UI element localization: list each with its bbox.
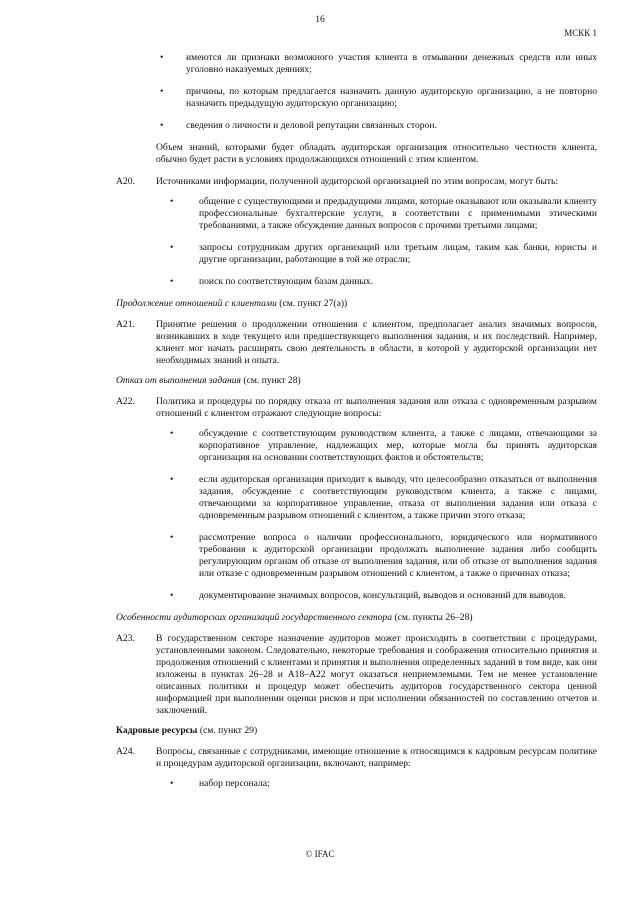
paragraph-body [156,176,597,288]
section-heading [116,375,597,387]
paragraph-body [156,396,597,602]
bullet-item [156,428,597,464]
bullet-text: если аудиторская организация приходит к выводу, что целесообразно отказаться от выполнения задания, обсуждение с соответствующим руководством клиента, а также с лицами, отвечающими за корпоративное управление, отказа от выполнения задания или отказа с одновременным разрывом отношений с клиентом, а также причин этого отказа; [199,474,597,521]
section-title: Особенности аудиторских организаций государственного сектора [116,612,393,623]
standard-code: МСКК 1 [564,28,597,38]
paragraph-number: A23. [116,633,135,644]
bullet-mark: • [170,778,174,789]
bullet-item [156,276,597,288]
section-title: Кадровые ресурсы [116,725,198,736]
page-number: 16 [315,15,325,25]
bullet-text: поиск по соответствующим базам данных. [199,276,373,287]
section-ref: (см. пункт 29) [199,725,258,736]
bullet-text: сведения о личности и деловой репутации связанных сторон. [186,120,437,131]
paragraph-a21 [116,319,597,367]
paragraph-number: A22. [116,396,135,407]
bullet-mark: • [160,52,164,63]
bullet-mark: • [170,474,174,485]
paragraph-a24 [116,746,597,790]
bullet-item [156,242,597,266]
bullet-text: имеются ли признаки возможного участия клиента в отмывании денежных средств или иных уголовно наказуемых деяниях; [186,52,597,75]
bullet-text: причины, по которым предлагается назначить данную аудиторскую организацию, а не повторно назначить предыдущую аудиторскую организацию; [186,86,597,109]
bullet-mark: • [160,86,164,97]
bullet-mark: • [170,532,174,543]
section-title: Продолжение отношений с клиентами [116,298,277,309]
bullet-mark: • [170,242,174,253]
bullet-item [156,590,597,602]
section-ref: (см. пункты 26–28) [394,612,473,623]
paragraph-text: Вопросы, связанные с сотрудниками, имеющие отношение к относящимся к кадровым ресурсам политике и процедурам аудиторской организации, включают, например: [156,746,597,769]
bullet-mark: • [160,120,164,131]
bullet-item [156,778,597,790]
bullet-mark: • [170,196,174,207]
paragraph-number: A20. [116,176,135,187]
paragraph-text: Источниками информации, полученной аудиторской организацией по этим вопросам, могут быть: [156,176,559,187]
paragraph-number: A21. [116,319,135,330]
section-ref: (см. пункт 27(a)) [279,298,348,309]
bullet-text: набор персонала; [199,778,270,789]
section-ref: (см. пункт 28) [243,375,301,386]
bullet-item [116,86,597,110]
bullet-text: обсуждение с соответствующим руководством клиента, а также с лицами, отвечающими за корпоративное управление, надлежащих мер, которые могла бы принять аудиторская организация на основании соответствующих фактов и обстоятельств; [199,428,597,463]
bullet-mark: • [170,590,174,601]
bullet-text: документирование значимых вопросов, консультаций, выводов и оснований для выводов. [199,590,566,601]
bullet-item [116,52,597,76]
bullet-item [116,120,597,132]
paragraph-text: В государственном секторе назначение аудиторов может происходить в соответствии с процедурами, установленными законом. Следовательно, некоторые требования и соображения относительно принятия и продолжения отношений с клиентами и принятия и выполнения определенных заданий в том виде, как они изложены в пунктах 26–28 и A18–A22 могут оказаться неприемлемыми. Тем не менее установление описанных политики и процедур может обеспечить аудиторов государственного сектора ценной информацией при выполнении оценки рисков и при исполнении обязанностей по составлению отчетов и заключений. [156,633,597,716]
paragraph-text: Политика и процедуры по порядку отказа от выполнения задания или отказа с одновременным разрывом отношений с клиентом отражают следующие вопросы: [156,396,597,419]
bullet-mark: • [170,428,174,439]
paragraph-body [156,746,597,790]
bullet-item [156,474,597,522]
page-content [116,52,597,800]
section-heading [116,612,597,624]
paragraph-a20 [116,176,597,288]
paragraph-a23 [116,633,597,717]
paragraph-text: Принятие решения о продолжении отношения с клиентом, предполагает анализ значимых вопросов, возникавших в ходе текущего или предшествующего выполнения задания, и их последствий. Например, клиент мог начать расширять свою деятельность в области, в которой у аудиторской организации нет необходимых знаний и опыта. [156,319,597,366]
bullet-mark: • [170,276,174,287]
paragraph: Объем знаний, которыми будет обладать аудиторская организация относительно честности клиента, обычно будет расти в условиях продолжающихся отношений с этим клиентом. [156,142,597,165]
paragraph-number: A24. [116,746,135,757]
bullet-item [156,196,597,232]
section-title: Отказ от выполнения задания [116,375,242,386]
paragraph-a22 [116,396,597,602]
footer-copyright: © IFAC [305,849,335,859]
bullet-text: рассмотрение вопроса о наличии профессионального, юридического или нормативного требования к аудиторской организации продолжать выполнение задания либо сообщить регулирующим органам об отказе от выполнения задания, или об отказе от выполнения задания или отказе с одновременным разрывом отношений с клиентом, а также о причинах отказа; [199,532,597,579]
bullet-text: запросы сотрудникам других организаций или третьим лицам, таким как банки, юристы и другие организации, работающие в той же отрасли; [199,242,597,265]
bullet-text: общение с существующими и предыдущими лицами, которые оказывают или оказывали клиенту профессиональные бухгалтерские услуги, в соответствии с применимыми этическими требованиями, а также обсуждение данных вопросов с прочими третьими лицами; [199,196,597,231]
bullet-item [156,532,597,580]
section-heading [116,725,597,737]
section-heading [116,298,597,310]
